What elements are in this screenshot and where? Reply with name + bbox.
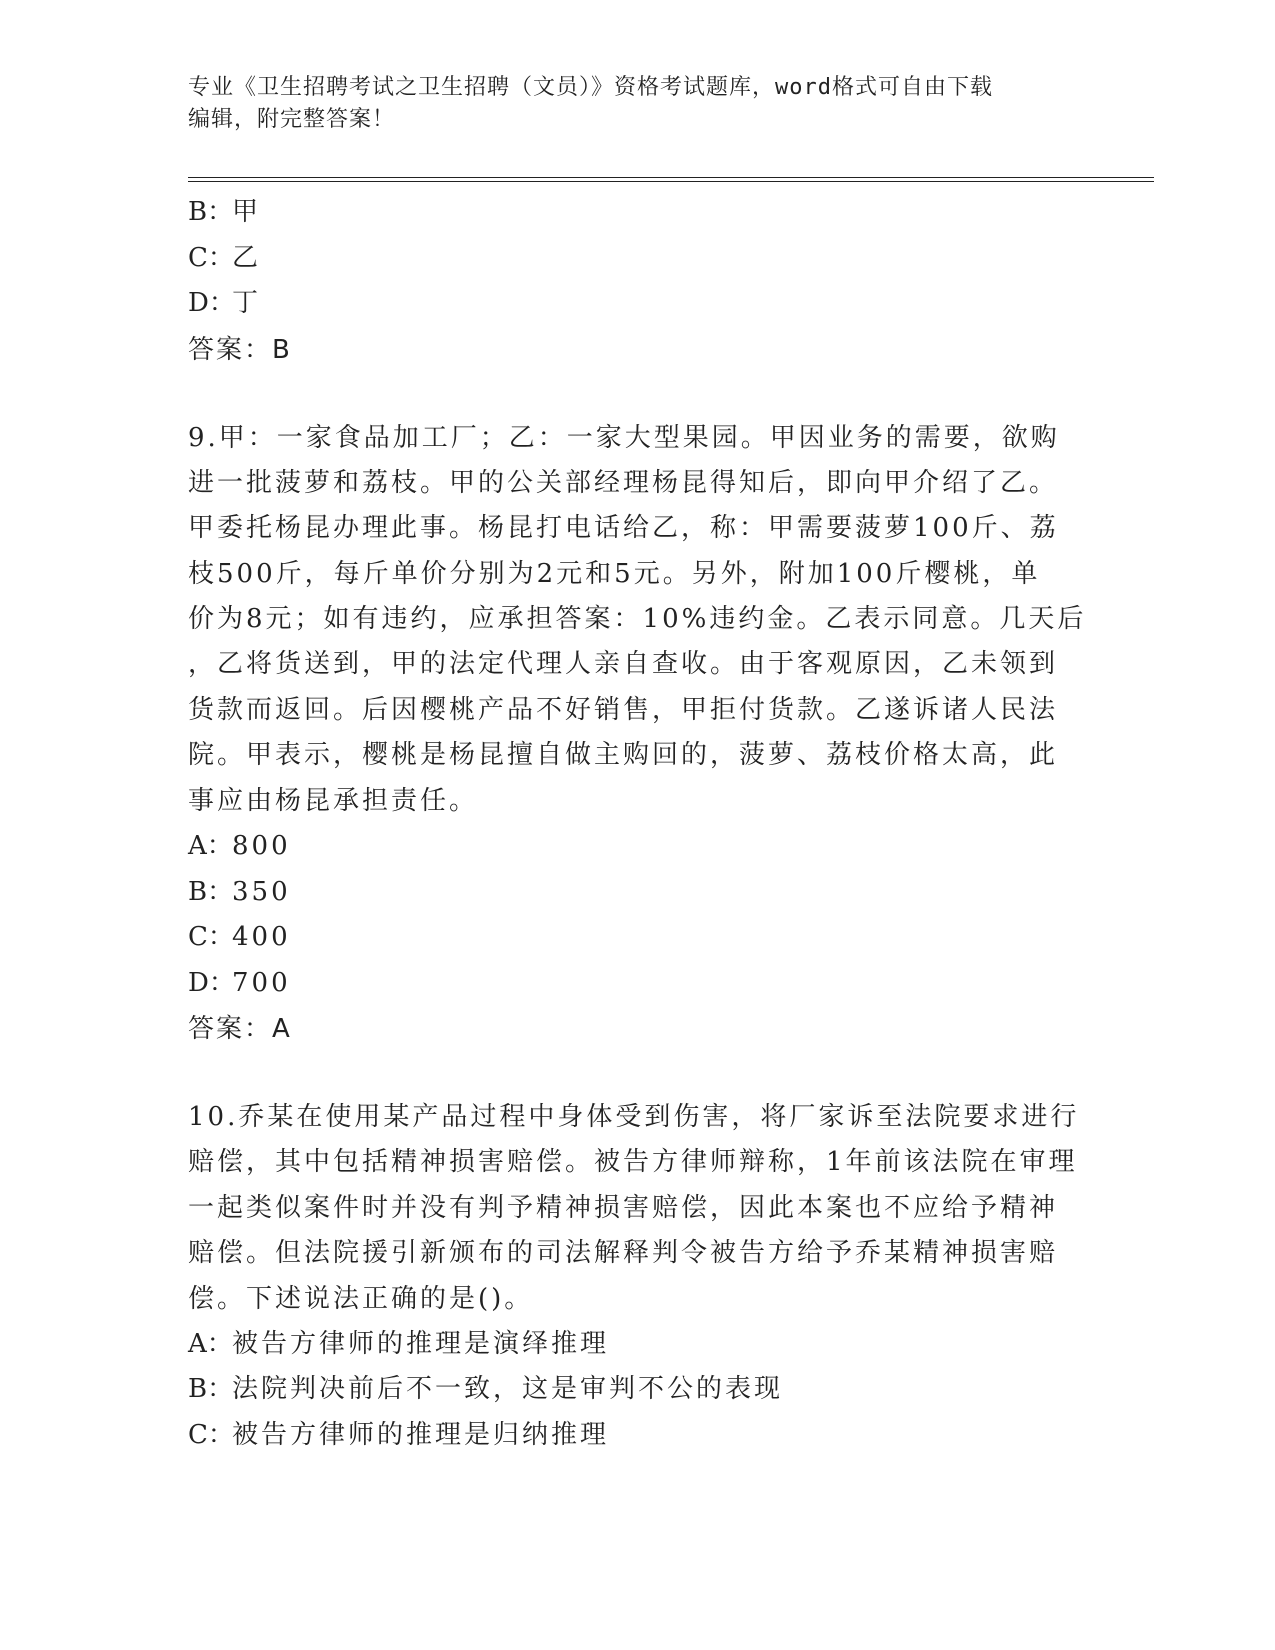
- option-b: [188, 1367, 1088, 1413]
- document-body: [188, 190, 1088, 1458]
- option-a: [188, 824, 1088, 870]
- header-line-2: 编辑，附完整答案！: [188, 107, 396, 132]
- option-key: A：: [188, 831, 233, 862]
- question-10: [188, 1095, 1088, 1322]
- spacer: [188, 1053, 1088, 1095]
- question-line: 价为8元；如有违约，应承担答案：10%违约金。乙表示同意。几天后: [188, 604, 1087, 635]
- question-line: 赔偿，其中包括精神损害赔偿。被告方律师辩称，1年前该法院在审理: [188, 1147, 1078, 1178]
- option-text: 乙: [232, 242, 262, 273]
- question-9: [188, 416, 1088, 825]
- question-line: 事应由杨昆承担责任。: [188, 785, 479, 816]
- question-line: 赔偿。但法院援引新颁布的司法解释判令被告方给予乔某精神损害赔: [188, 1238, 1059, 1269]
- option-text: 被告方律师的推理是归纳推理: [232, 1419, 610, 1450]
- option-text: 800: [232, 831, 291, 862]
- option-key: D：: [188, 967, 235, 998]
- question-8: [188, 190, 1088, 374]
- question-line: 枝500斤，每斤单价分别为2元和5元。另外，附加100斤樱桃，单: [188, 558, 1041, 589]
- spacer: [188, 374, 1088, 416]
- option-d: [188, 961, 1088, 1007]
- option-c: [188, 1413, 1088, 1459]
- option-b: [188, 190, 1088, 236]
- option-text: 被告方律师的推理是演绎推理: [232, 1328, 610, 1359]
- header-rule-bottom: [188, 181, 1154, 182]
- question-line: 9.甲：一家食品加工厂；乙：一家大型果园。甲因业务的需要，欲购: [188, 422, 1060, 453]
- question-line: 院。甲表示，樱桃是杨昆擅自做主购回的，菠萝、荔枝价格太高，此: [188, 740, 1059, 771]
- option-key: B：: [188, 197, 234, 227]
- option-text: 400: [232, 922, 291, 953]
- option-text: 法院判决前后不一致，这是审判不公的表现: [232, 1374, 784, 1405]
- answer-line: 答案：A: [188, 1014, 292, 1045]
- option-d: [188, 281, 1088, 327]
- option-text: 甲: [232, 197, 262, 227]
- header-rule-top: [188, 177, 1154, 178]
- option-text: 700: [232, 967, 291, 998]
- question-line: 货款而返回。后因樱桃产品不好销售，甲拒付货款。乙遂诉诸人民法: [188, 694, 1059, 725]
- question-line: 甲委托杨昆办理此事。杨昆打电话给乙，称：甲需要菠萝100斤、荔: [188, 513, 1059, 544]
- option-c: [188, 236, 1088, 282]
- option-key: B：: [188, 1374, 234, 1405]
- option-key: C：: [188, 1419, 234, 1450]
- option-text: 350: [232, 876, 291, 907]
- option-c: [188, 915, 1088, 961]
- question-line: 偿。下述说法正确的是()。: [188, 1283, 534, 1314]
- header-line-1: 专业《卫生招聘考试之卫生招聘（文员）》资格考试题库，word格式可自由下载: [188, 75, 993, 100]
- option-b: [188, 870, 1088, 916]
- question-line: ，乙将货送到，甲的法定代理人亲自查收。由于客观原因，乙未领到: [188, 649, 1059, 680]
- question-line: 进一批菠萝和荔枝。甲的公关部经理杨昆得知后，即向甲介绍了乙。: [188, 467, 1059, 498]
- option-text: 丁: [232, 288, 262, 318]
- answer-line: 答案：B: [188, 334, 292, 365]
- option-key: C：: [188, 922, 234, 953]
- question-line: 一起类似案件时并没有判予精神损害赔偿，因此本案也不应给予精神: [188, 1192, 1059, 1223]
- option-key: C：: [188, 242, 234, 273]
- option-key: B：: [188, 876, 234, 907]
- option-key: D：: [188, 288, 235, 318]
- document-header: [188, 72, 1088, 136]
- option-a: [188, 1322, 1088, 1368]
- question-line: 10.乔某在使用某产品过程中身体受到伤害，将厂家诉至法院要求进行: [188, 1102, 1080, 1133]
- option-key: A：: [188, 1328, 233, 1359]
